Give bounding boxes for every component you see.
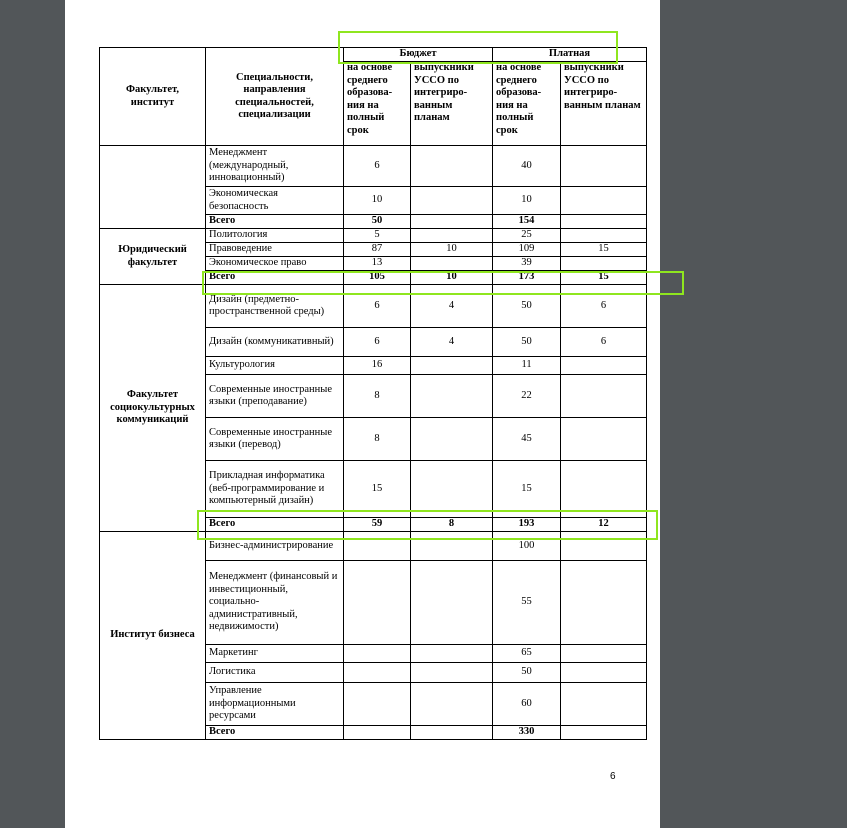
value-cell: 16 — [344, 357, 411, 375]
value-cell: 193 — [493, 518, 561, 532]
value-cell — [411, 683, 493, 726]
specialty-cell: Менеджмент (международный, инновационный) — [206, 146, 344, 187]
admission-plan-table — [99, 47, 647, 740]
specialty-cell: Маркетинг — [206, 645, 344, 663]
specialty-cell: Логистика — [206, 663, 344, 683]
header-specialty: Специальности, направления специальностей, специализации — [206, 48, 344, 146]
specialty-cell: Всего — [206, 215, 344, 229]
value-cell: 39 — [493, 257, 561, 271]
value-cell: 4 — [411, 285, 493, 328]
value-cell: 65 — [493, 645, 561, 663]
table-row — [100, 146, 647, 187]
value-cell — [411, 532, 493, 561]
value-cell — [561, 187, 647, 215]
value-cell — [411, 229, 493, 243]
value-cell — [344, 726, 411, 740]
page-number: 6 — [610, 771, 616, 782]
value-cell — [344, 561, 411, 645]
value-cell — [411, 357, 493, 375]
faculty-cell — [100, 146, 206, 229]
faculty-cell: Факультет социокультурных коммуникаций — [100, 285, 206, 532]
value-cell: 10 — [411, 271, 493, 285]
value-cell — [411, 726, 493, 740]
value-cell — [344, 532, 411, 561]
value-cell — [344, 663, 411, 683]
specialty-cell: Правоведение — [206, 243, 344, 257]
value-cell — [561, 645, 647, 663]
value-cell: 40 — [493, 146, 561, 187]
specialty-cell: Дизайн (коммуникативный) — [206, 328, 344, 357]
header-faculty: Факультет, институт — [100, 48, 206, 146]
value-cell — [561, 561, 647, 645]
specialty-cell: Всего — [206, 518, 344, 532]
value-cell: 50 — [493, 328, 561, 357]
value-cell: 15 — [561, 271, 647, 285]
value-cell: 25 — [493, 229, 561, 243]
faculty-cell: Институт бизнеса — [100, 532, 206, 740]
specialty-cell: Политология — [206, 229, 344, 243]
value-cell: 45 — [493, 418, 561, 461]
header-budget-full-term: на основе среднего образова-ния на полный срок — [344, 62, 411, 146]
value-cell — [561, 418, 647, 461]
value-cell — [561, 461, 647, 518]
value-cell: 50 — [493, 663, 561, 683]
document-page — [65, 0, 660, 828]
value-cell — [411, 187, 493, 215]
value-cell — [561, 229, 647, 243]
value-cell: 15 — [493, 461, 561, 518]
value-cell: 8 — [344, 375, 411, 418]
value-cell: 4 — [411, 328, 493, 357]
value-cell: 6 — [561, 328, 647, 357]
value-cell — [344, 645, 411, 663]
value-cell — [561, 215, 647, 229]
value-cell — [411, 375, 493, 418]
value-cell: 11 — [493, 357, 561, 375]
value-cell: 60 — [493, 683, 561, 726]
header-paid: Платная — [493, 48, 647, 62]
value-cell — [561, 257, 647, 271]
value-cell: 50 — [493, 285, 561, 328]
value-cell: 100 — [493, 532, 561, 561]
value-cell — [411, 418, 493, 461]
value-cell — [411, 645, 493, 663]
value-cell — [411, 257, 493, 271]
value-cell: 154 — [493, 215, 561, 229]
value-cell: 6 — [344, 328, 411, 357]
table-row — [100, 532, 647, 561]
value-cell — [561, 663, 647, 683]
value-cell: 6 — [344, 285, 411, 328]
value-cell: 8 — [344, 418, 411, 461]
specialty-cell: Дизайн (предметно-пространственной среды) — [206, 285, 344, 328]
value-cell — [411, 146, 493, 187]
header-paid-ussso: выпускники УССО по интегриро-ванным планам — [561, 62, 647, 146]
specialty-cell: Современные иностранные языки (преподавание) — [206, 375, 344, 418]
value-cell — [344, 683, 411, 726]
value-cell — [561, 726, 647, 740]
value-cell: 5 — [344, 229, 411, 243]
value-cell — [411, 561, 493, 645]
specialty-cell: Современные иностранные языки (перевод) — [206, 418, 344, 461]
value-cell: 13 — [344, 257, 411, 271]
value-cell — [561, 683, 647, 726]
specialty-cell: Экономическое право — [206, 257, 344, 271]
specialty-cell: Культурология — [206, 357, 344, 375]
value-cell: 87 — [344, 243, 411, 257]
value-cell — [561, 375, 647, 418]
specialty-cell: Всего — [206, 726, 344, 740]
value-cell — [411, 461, 493, 518]
faculty-cell: Юридический факультет — [100, 229, 206, 285]
value-cell: 15 — [344, 461, 411, 518]
specialty-cell: Прикладная информатика (веб-программирование и компьютерный дизайн) — [206, 461, 344, 518]
value-cell: 6 — [561, 285, 647, 328]
specialty-cell: Бизнес-администрирование — [206, 532, 344, 561]
value-cell: 22 — [493, 375, 561, 418]
header-budget: Бюджет — [344, 48, 493, 62]
header-paid-full-term: на основе среднего образова-ния на полный срок — [493, 62, 561, 146]
specialty-cell: Менеджмент (финансовый и инвестиционный, социально-административный, недвижимости) — [206, 561, 344, 645]
value-cell: 50 — [344, 215, 411, 229]
value-cell: 105 — [344, 271, 411, 285]
value-cell: 10 — [411, 243, 493, 257]
value-cell: 6 — [344, 146, 411, 187]
value-cell: 10 — [493, 187, 561, 215]
value-cell: 55 — [493, 561, 561, 645]
value-cell — [561, 146, 647, 187]
value-cell: 12 — [561, 518, 647, 532]
value-cell — [411, 215, 493, 229]
header-budget-ussso: выпускники УССО по интегриро-ванным планам — [411, 62, 493, 146]
table-row — [100, 285, 647, 328]
value-cell — [561, 532, 647, 561]
value-cell: 330 — [493, 726, 561, 740]
specialty-cell: Всего — [206, 271, 344, 285]
value-cell — [561, 357, 647, 375]
specialty-cell: Управление информационными ресурсами — [206, 683, 344, 726]
value-cell: 10 — [344, 187, 411, 215]
value-cell — [411, 663, 493, 683]
specialty-cell: Экономическая безопасность — [206, 187, 344, 215]
value-cell: 8 — [411, 518, 493, 532]
value-cell: 59 — [344, 518, 411, 532]
value-cell: 15 — [561, 243, 647, 257]
value-cell: 109 — [493, 243, 561, 257]
table-row — [100, 229, 647, 243]
value-cell: 173 — [493, 271, 561, 285]
